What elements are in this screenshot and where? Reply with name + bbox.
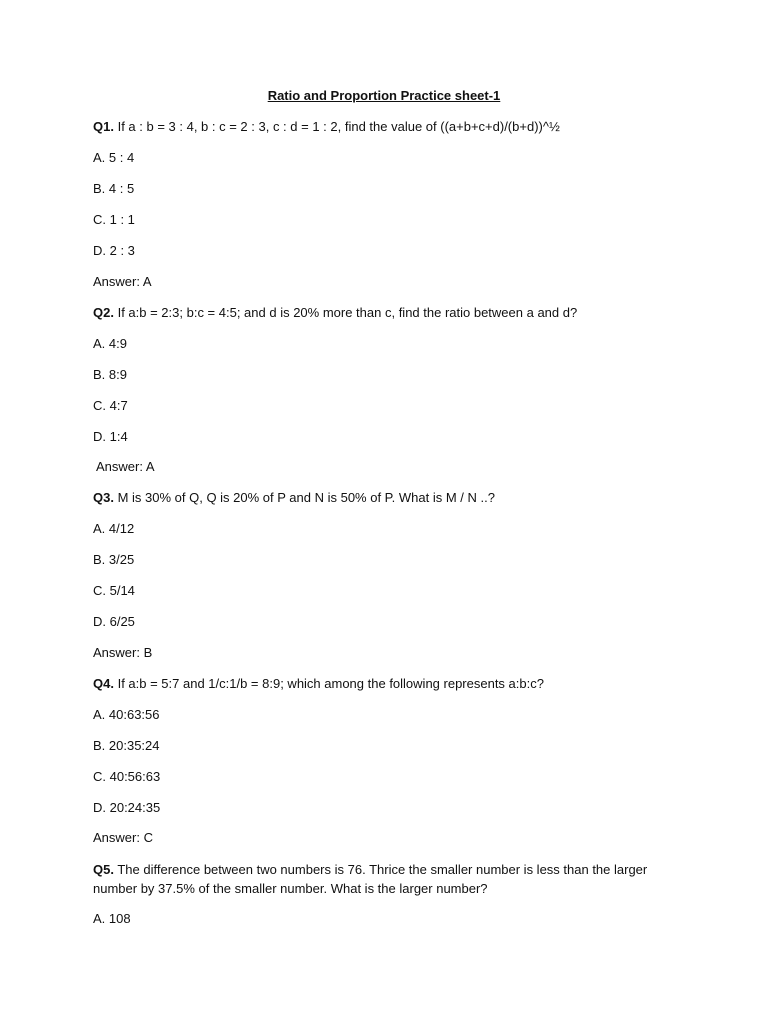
option-d: D. 1:4 [93, 429, 128, 444]
question-number: Q1. [93, 119, 114, 134]
question-3 [93, 489, 495, 507]
question-text: If a:b = 2:3; b:c = 4:5; and d is 20% more than c, find the ratio between a and d? [113, 305, 578, 320]
option-b: B. 4 : 5 [93, 181, 135, 196]
answer: Answer: A [96, 459, 155, 474]
question-text: If a:b = 5:7 and 1/c:1/b = 8:9; which among the following represents a:b:c? [113, 676, 544, 691]
question-4 [93, 675, 544, 693]
question-text: M is 30% of Q, Q is 20% of P and N is 50% of P. What is M / N ..? [113, 490, 495, 505]
option-c: C. 1 : 1 [93, 212, 135, 227]
question-number: Q4. [93, 676, 114, 691]
option-c: C. 5/14 [93, 583, 135, 598]
question-2 [93, 304, 577, 322]
option-d: D. 6/25 [93, 614, 135, 629]
answer: Answer: B [93, 645, 153, 660]
question-1 [93, 118, 560, 136]
option-c: C. 40:56:63 [93, 769, 161, 784]
option-b: B. 3/25 [93, 552, 135, 567]
question-number: Q2. [93, 305, 114, 320]
question-number: Q5. [93, 862, 114, 877]
page-title: Ratio and Proportion Practice sheet-1 [267, 88, 501, 103]
option-d: D. 2 : 3 [93, 243, 135, 258]
option-a: A. 108 [93, 911, 131, 926]
option-a: A. 4/12 [93, 521, 135, 536]
answer: Answer: A [93, 274, 152, 289]
option-b: B. 20:35:24 [93, 738, 160, 753]
option-a: A. 40:63:56 [93, 707, 160, 722]
option-d: D. 20:24:35 [93, 800, 161, 815]
answer: Answer: C [93, 830, 153, 845]
question-text: The difference between two numbers is 76. Thrice the smaller number is less than the larger number by 37.5% of the smaller number. What is the larger number? [93, 862, 648, 896]
option-a: A. 4:9 [93, 336, 127, 351]
option-a: A. 5 : 4 [93, 150, 135, 165]
question-number: Q3. [93, 490, 114, 505]
question-5 [93, 860, 673, 898]
option-b: B. 8:9 [93, 367, 127, 382]
question-text: If a : b = 3 : 4, b : c = 2 : 3, c : d = 1 : 2, find the value of ((a+b+c+d)/(b+d))^½ [113, 119, 560, 134]
option-c: C. 4:7 [93, 398, 128, 413]
